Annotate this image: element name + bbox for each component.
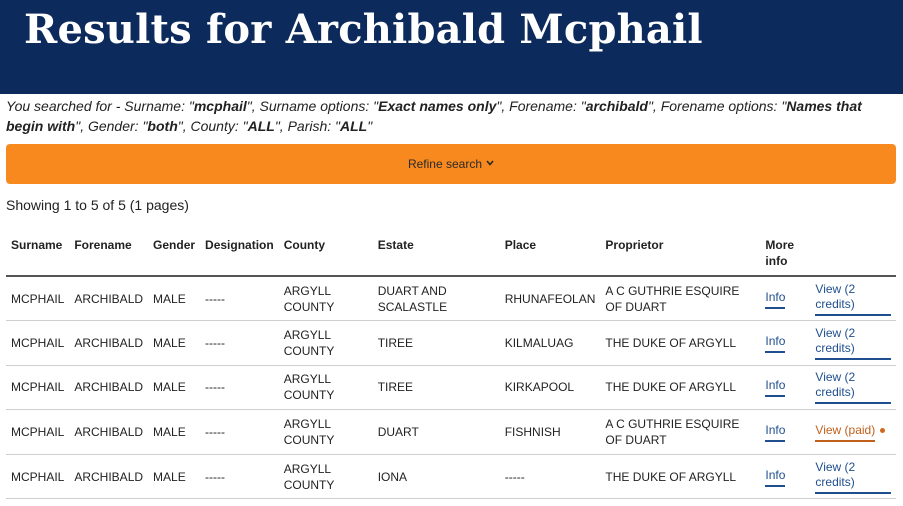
cell-county: ARGYLL COUNTY [279,365,373,410]
cell-county: ARGYLL COUNTY [279,454,373,499]
cell-designation: ----- [200,321,279,366]
cell-proprietor: THE DUKE OF ARGYLL [600,365,760,410]
cell-info [760,276,810,321]
search-criteria-summary [6,96,899,136]
cell-place: RHUNAFEOLAN [500,276,601,321]
summary-surname: mcphail [193,98,247,114]
table-row [6,276,896,321]
cell-estate: TIREE [373,365,500,410]
summary-text: ", Parish: " [274,118,341,134]
summary-text: You searched for - Surname: " [6,98,194,114]
view-record-link[interactable]: View (2 credits) [815,460,891,494]
view-record-link[interactable]: View (2 credits) [815,370,891,404]
view-record-link[interactable]: View (2 credits) [815,282,891,316]
table-row [6,321,896,366]
cell-view [810,276,896,321]
cell-forename: ARCHIBALD [69,321,148,366]
cell-gender: MALE [148,410,200,455]
header-designation: Designation [200,229,279,276]
cell-gender: MALE [148,454,200,499]
cell-gender: MALE [148,321,200,366]
summary-forename-option: Names that begin with [6,98,862,134]
table-header-row [6,229,896,276]
header-view [810,229,896,276]
cell-forename: ARCHIBALD [69,410,148,455]
cell-place: ----- [500,454,601,499]
cell-designation: ----- [200,454,279,499]
info-link[interactable]: Info [765,334,785,353]
summary-county: ALL [247,118,275,134]
cell-proprietor: THE DUKE OF ARGYLL [600,321,760,366]
cell-forename: ARCHIBALD [69,454,148,499]
cell-place: KIRKAPOOL [500,365,601,410]
info-link[interactable]: Info [765,468,785,487]
summary-text: " [367,118,373,134]
summary-text: ", Forename options: " [647,98,787,114]
cell-info [760,410,810,455]
cell-info [760,365,810,410]
summary-surname-option: Exact names only [378,98,497,114]
cell-estate: DUART AND SCALASTLE [373,276,500,321]
summary-parish: ALL [340,118,368,134]
cell-view [810,365,896,410]
header-banner [0,0,903,94]
chevron-down-icon [486,158,494,168]
paid-dot-icon [880,428,885,433]
header-proprietor: Proprietor [600,229,760,276]
cell-surname: MCPHAIL [6,454,69,499]
view-record-link[interactable]: View (2 credits) [815,326,891,360]
info-link[interactable]: Info [765,423,785,442]
summary-text: ", County: " [177,118,248,134]
cell-view [810,321,896,366]
cell-info [760,321,810,366]
cell-gender: MALE [148,365,200,410]
cell-surname: MCPHAIL [6,410,69,455]
view-paid-link[interactable]: View (paid) [815,423,875,442]
cell-surname: MCPHAIL [6,321,69,366]
cell-proprietor: A C GUTHRIE ESQUIRE OF DUART [600,276,760,321]
cell-view [810,410,896,455]
summary-text: ", Gender: " [75,118,148,134]
cell-county: ARGYLL COUNTY [279,276,373,321]
header-more-info: More info [760,229,810,276]
header-place: Place [500,229,601,276]
cell-designation: ----- [200,276,279,321]
results-count: Showing 1 to 5 of 5 (1 pages) [6,197,189,213]
cell-place: FISHNISH [500,410,601,455]
cell-forename: ARCHIBALD [69,276,148,321]
cell-estate: IONA [373,454,500,499]
refine-search-button[interactable] [6,144,896,184]
cell-gender: MALE [148,276,200,321]
page-title: Results for Archibald Mcphail [24,6,703,53]
summary-text: ", Forename: " [496,98,586,114]
cell-county: ARGYLL COUNTY [279,410,373,455]
summary-gender: both [147,118,178,134]
cell-proprietor: THE DUKE OF ARGYLL [600,454,760,499]
cell-place: KILMALUAG [500,321,601,366]
cell-view [810,454,896,499]
table-row [6,454,896,499]
refine-search-label: Refine search [407,157,483,171]
cell-surname: MCPHAIL [6,365,69,410]
cell-designation: ----- [200,410,279,455]
cell-estate: DUART [373,410,500,455]
cell-county: ARGYLL COUNTY [279,321,373,366]
table-row [6,365,896,410]
header-surname: Surname [6,229,69,276]
summary-forename: archibald [585,98,648,114]
header-gender: Gender [148,229,200,276]
summary-text: ", Surname options: " [246,98,379,114]
cell-surname: MCPHAIL [6,276,69,321]
results-table [6,229,896,499]
cell-proprietor: A C GUTHRIE ESQUIRE OF DUART [600,410,760,455]
info-link[interactable]: Info [765,378,785,397]
cell-estate: TIREE [373,321,500,366]
table-row [6,410,896,455]
cell-info [760,454,810,499]
header-county: County [279,229,373,276]
header-estate: Estate [373,229,500,276]
header-forename: Forename [69,229,148,276]
cell-forename: ARCHIBALD [69,365,148,410]
info-link[interactable]: Info [765,290,785,309]
cell-designation: ----- [200,365,279,410]
